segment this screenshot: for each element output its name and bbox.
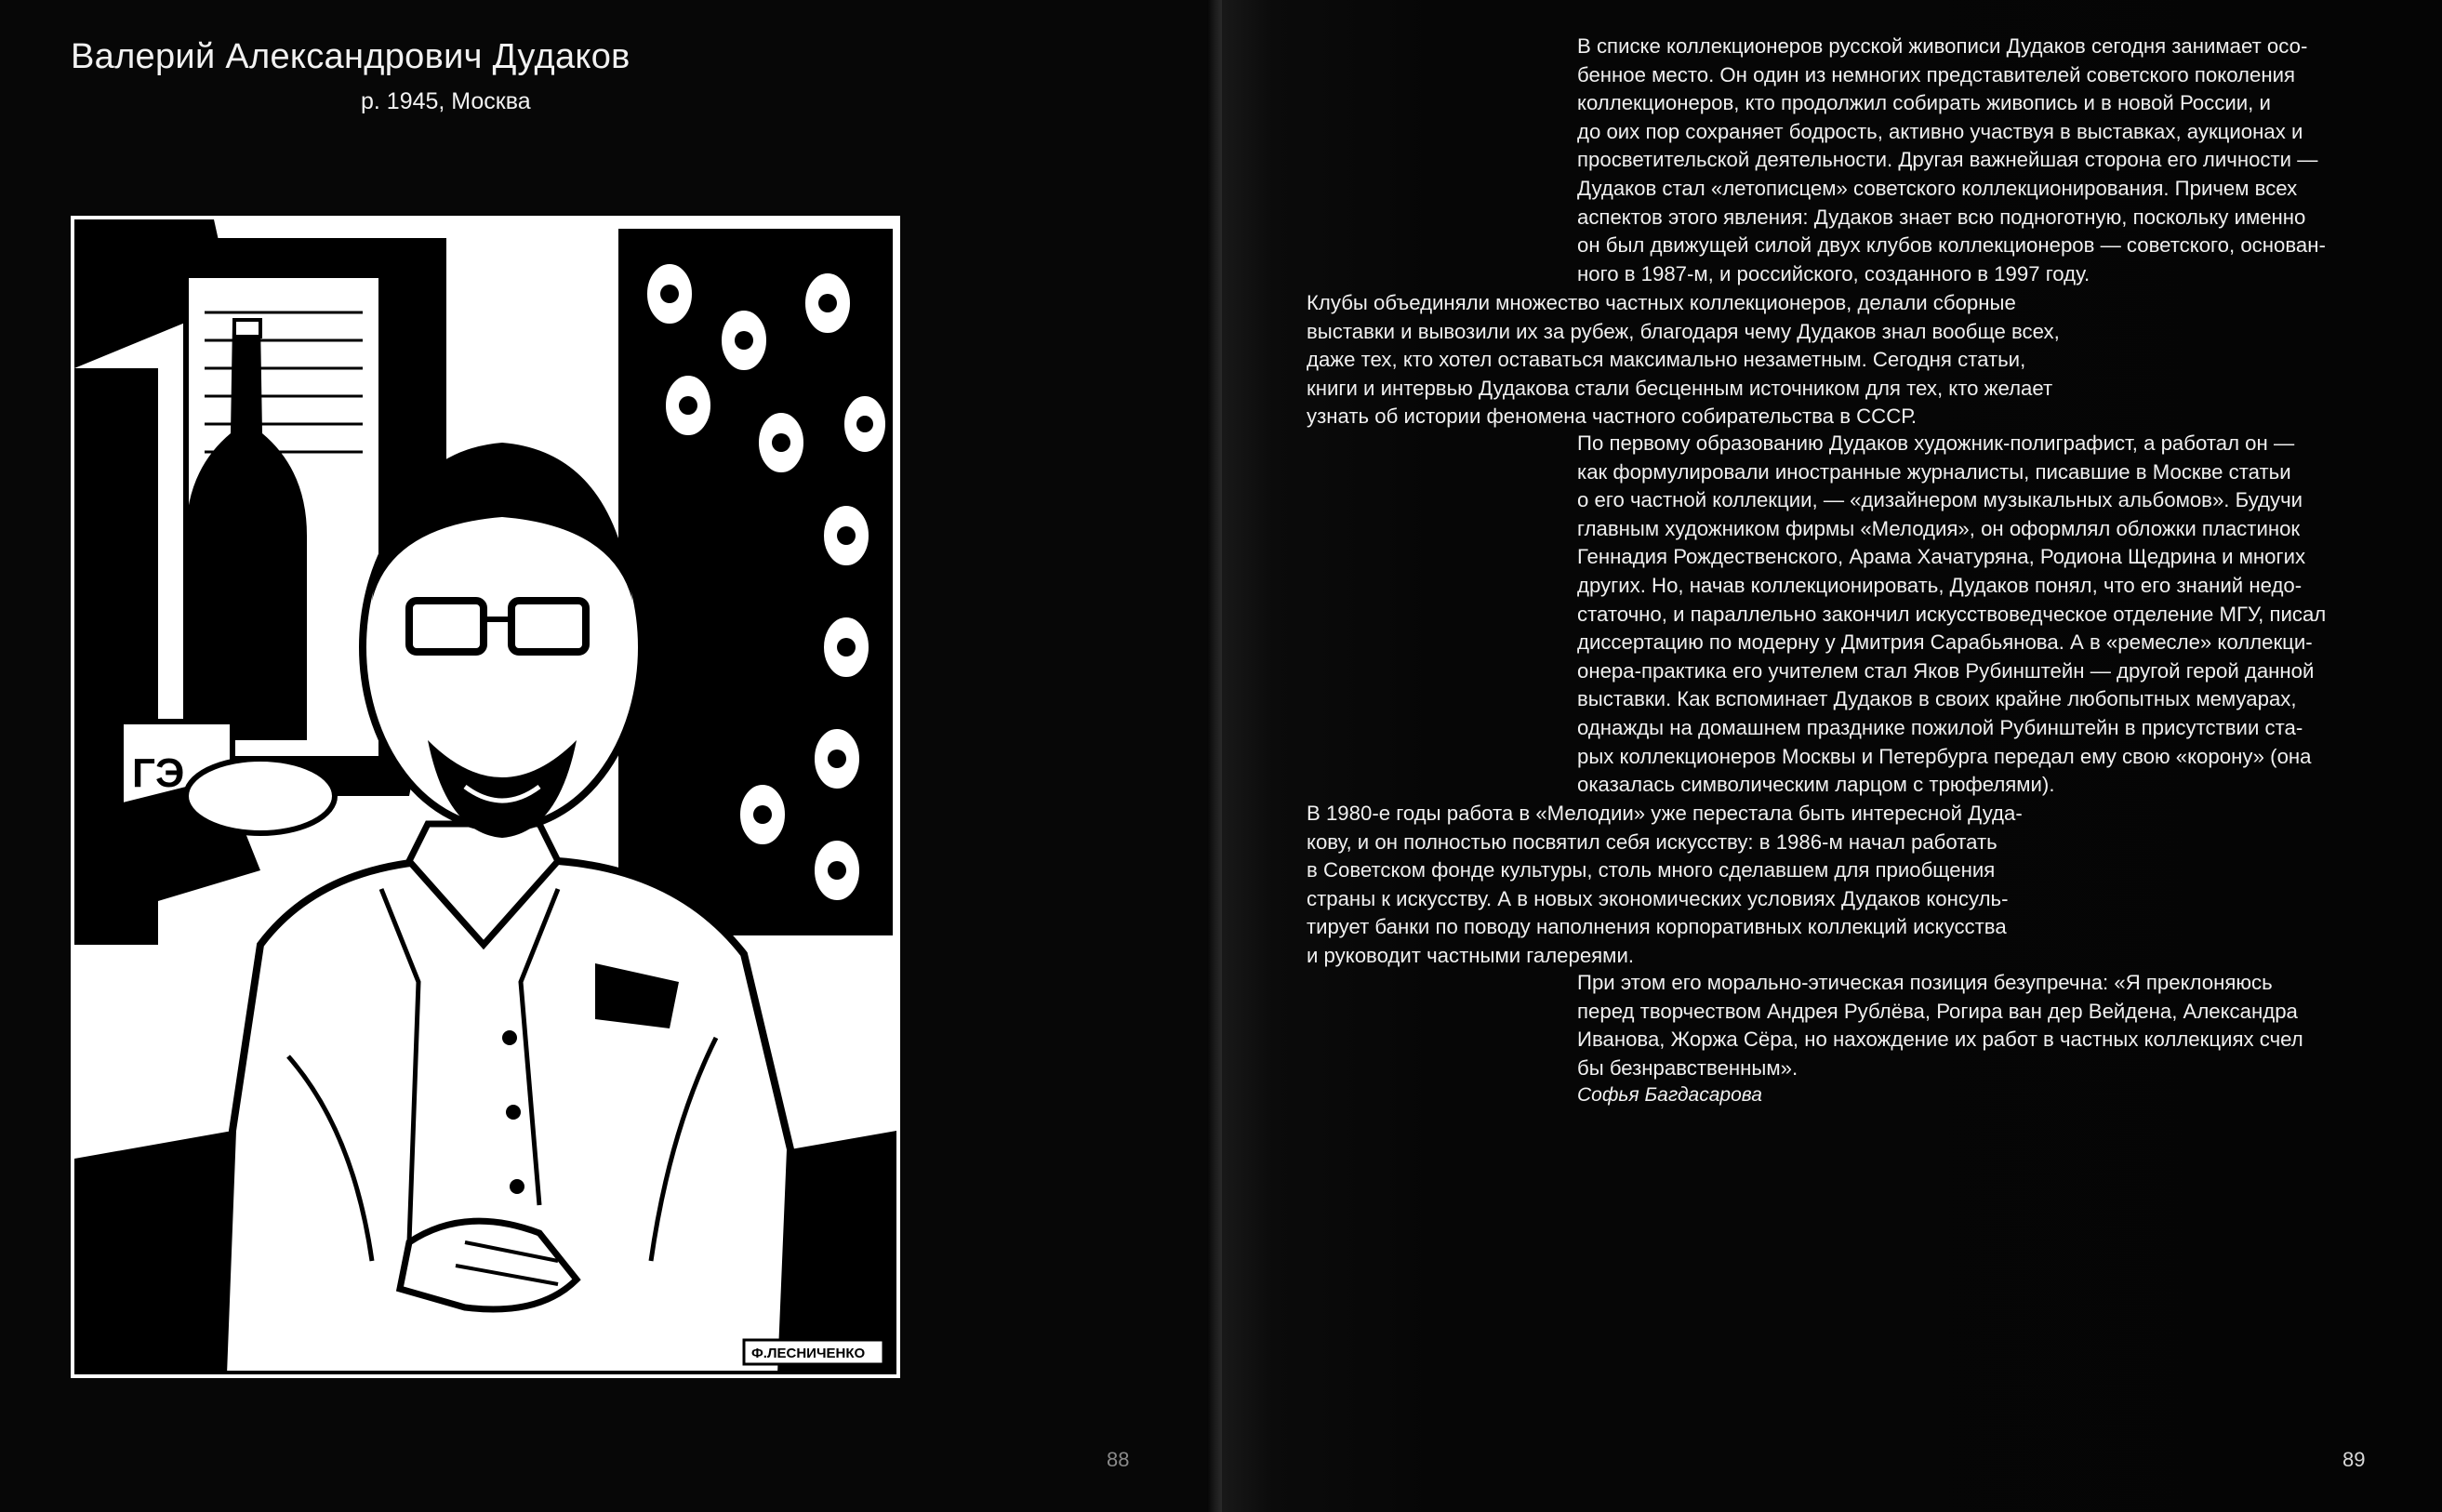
paragraph-2: Клубы объединяли множество частных коллекционеров, делали сборные выставки и вывозили их за рубеж, благодаря чему Дудаков знал вообще всех, даже тех, кто хотел оставаться максимально незаметным. Сегодня статьи, книги и интервью Дудакова стали бесценным источником для тех, кто желает узнать об истории феномена частного собирательства в СССР.: [1307, 291, 2060, 429]
page-number-left: 88: [1107, 1448, 1130, 1471]
collector-birth-info: р. 1945, Москва: [361, 88, 531, 114]
paragraph-3: По первому образованию Дудаков художник-полиграфист, а работал он — как формулировали иностранные журналисты, писавшие в Москве статьи о его частной коллекции, — «дизайнером музыкальных альбомов». Будучи главным художником фирмы «Мелодия», он оформлял обложки пластинок Геннадия Рождественского, Арама Хачатуряна, Родиона Щедрина и многих других. Но, начав коллекционировать, Дудаков понял, что его знаний недо- статочно, и параллельно закончил искусствоведческое отделение МГУ, писал диссертацию по модерну у Дмитрия Сарабьянова. А в «ремесле» коллекци- онера-практика его учителем стал Яков Рубинштейн — другой герой данной выставки. Как вспоминает Дудаков в своих крайне любопытных мемуарах, однажды на домашнем празднике пожилой Рубинштейн в присутствии ста- рых коллекционеров Москвы и Петербурга передал ему свою «корону» (она оказалась символическим ларцом с трюфелями).: [1577, 431, 2327, 797]
collector-name: Валерий Александрович Дудаков: [71, 37, 630, 76]
svg-text:ГЭ: ГЭ: [132, 750, 185, 796]
portrait-artist-signature: Ф.ЛЕСНИЧЕНКО: [751, 1346, 866, 1361]
paragraph-1: В списке коллекционеров русской живописи Дудаков сегодня занимает осо- бенное место. Он один из немногих представителей советского поколения коллекционеров, кто продолжил собирать живопись и в новой России, и до оих пор сохраняет бодрость, активно участвуя в выставках, аукционах и просветительской деятельности. Другая важнейшая сторона его личности — Дудаков стал «летописцем» советского коллекционирования. Причем всех аспектов этого явления: Дудаков знает всю подноготную, поскольку именно он был движущей силой двух клубов коллекционеров — советского, основан- ного в 1987-м, и российского, созданного в 1997 году.: [1577, 34, 2326, 285]
book-gutter: [1207, 0, 1222, 1512]
paragraph-4: В 1980-е годы работа в «Мелодии» уже перестала быть интересной Дуда- кову, и он полностью посвятил себя искусству: в 1986-м начал работать в Советском фонде культуры, столь много сделавшем для приобщения страны к искусству. А в новых экономических условиях Дудаков консуль- тирует банки по поводу наполнения корпоративных коллекций искусства и руководит частными галереями.: [1307, 802, 2023, 967]
paragraph-5: При этом его морально-этическая позиция безупречна: «Я преклоняюсь перед творчеством Андрея Рублёва, Рогира ван дер Вейдена, Александра Иванова, Жоржа Сёра, но нахождение их работ в частных коллекциях счел бы безнравственным».: [1577, 971, 2303, 1080]
portrait-illustration: [71, 216, 900, 1378]
page-number-right: 89: [2342, 1448, 2366, 1471]
article-author: Софья Багдасарова: [1577, 1084, 1762, 1106]
